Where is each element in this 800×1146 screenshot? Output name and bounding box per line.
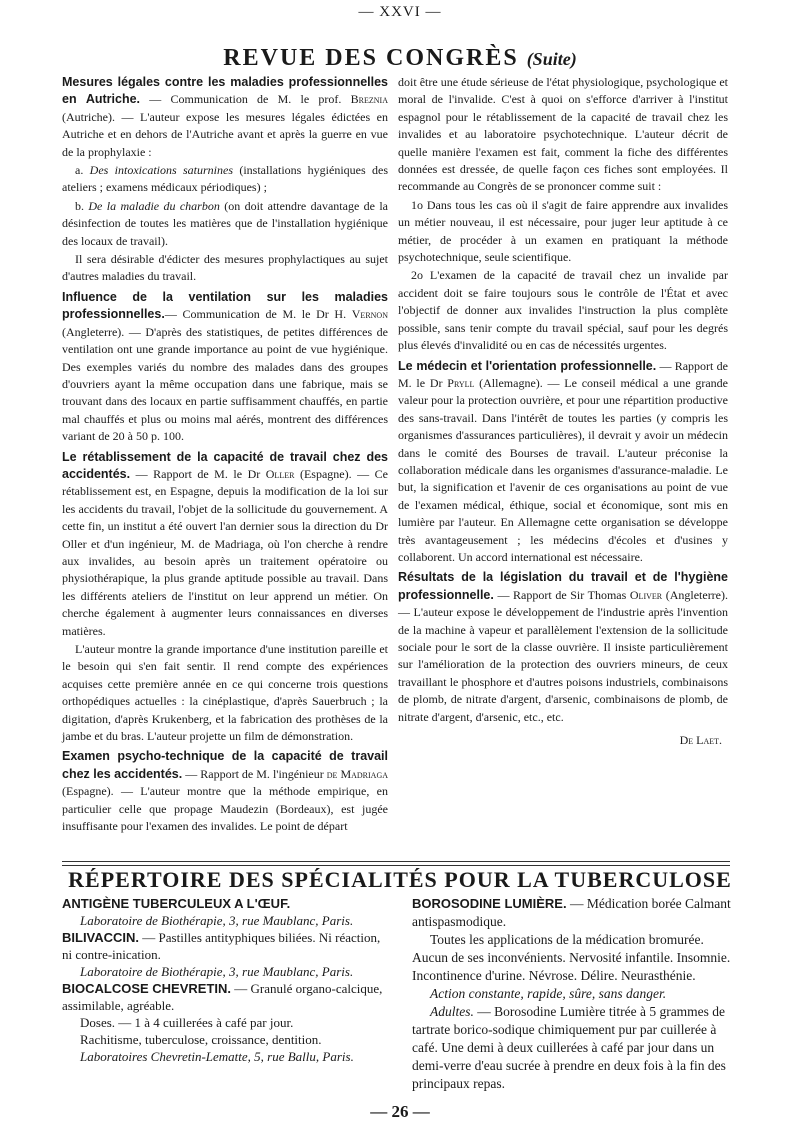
article-6-author: Oliver: [629, 587, 663, 602]
roman-page-number: — XXVI —: [358, 4, 442, 20]
recommendation-1: 1o Dans tous les cas où il s'agit de faire apprendre aux invalides un métier nouveau, il est nécessaire, pour juger leur aptitude à ce métier, de procéder à un examen en pratiquant la méthode psychotechnique, seule scientifique.: [398, 197, 728, 265]
bilivaccin-entry: [62, 929, 392, 963]
repertoire-left-column: [62, 895, 392, 1095]
biocalcose-heading: BIOCALCOSE CHEVRETIN.: [62, 981, 232, 996]
bilivaccin-heading: BILIVACCIN.: [62, 930, 140, 945]
article-1-item-a: [62, 162, 388, 197]
biocalcose-indications: Rachitisme, tuberculose, croissance, dentition.: [80, 1032, 322, 1047]
article-5-intro: — Rapport de M. le Dr: [398, 358, 728, 390]
borosodine-heading: BOROSODINE LUMIÈRE.: [412, 896, 567, 911]
page-number: — 26 —: [370, 1102, 430, 1121]
article-2-heading: Influence de la ventilation sur les maladies professionnelles.: [62, 289, 388, 322]
article-3: [62, 449, 388, 640]
article-5: [398, 358, 728, 567]
right-column: [398, 74, 728, 840]
biocalcose-entry: [62, 980, 392, 1014]
article-3-text: (Espagne). — Ce rétablissement est, en Espagne, depuis la modification de la loi sur les accidents du travail, l'objet de la sollicitude du gouvernement. A cette fin, un institut a été ouvert l'an dernier sous la direction du Dr Oller et d'un ingénieur, M. de Madriaga, où l'on cherche à rendre aux invalides, au besoin après un traitement opératoire ou physiothérapique, la plus grande aptitude possible au travail. Dans les différents ateliers de l'institut on leur apprend un métier. On cherche également à augmenter leurs connaissances en diverses matières.: [62, 466, 388, 638]
article-4-author: de Madriaga: [326, 766, 388, 781]
borosodine-adultes-text: — Borosodine Lumière titrée à 5 grammes de tartrate borico-sodique chimiquement pur par cuillerée à café. Une demi à deux cuillerées à café par jour dans un demi-verre d'eau sucrée à prendre en deux fois à la fin des principaux repas.: [412, 1004, 726, 1091]
article-4-intro: — Rapport de M. l'ingénieur: [182, 766, 327, 781]
item-b-italic: De la maladie du charbon: [88, 198, 220, 213]
repertoire-title: RÉPERTOIRE DES SPÉCIALITÉS POUR LA TUBERCULOSE: [68, 867, 732, 892]
bilivaccin-laboratory: Laboratoire de Biothérapie, 3, rue Maublanc, Paris.: [80, 964, 354, 979]
article-4: [62, 748, 388, 835]
recommendation-2: 2o L'examen de la capacité de travail chez un invalide par accident doit se faire toujours sous le contrôle de l'État et avec l'objectif de donner aux invalides l'instruction la plus complète possible, sans tenir compte du travail spécial, sauf pour les degrés plus élevés d'invalidité ou en cas de nécessités urgentes.: [398, 268, 728, 353]
article-1-intro: — Communication de M. le prof.: [140, 92, 351, 107]
article-3-intro: — Rapport de M. le Dr: [130, 466, 266, 481]
article-5-heading: Le médecin et l'orientation professionnelle.: [398, 358, 657, 373]
section-title: [0, 44, 800, 73]
article-5-text: (Allemagne). — Le conseil médical a une grande valeur pour la protection ouvrière, et pour une répartition productive des sans-travail. Dans l'intérêt de toutes les parties (y compris les organismes d'assurances particulières), il devrait y avoir un médecin dans le comité des Bourses de travail. L'auteur préconise la collaboration médicale dans les organismes d'assurance-maladie. Le but, la signification et l'avenir de ces organisations au point de vue de l'examen médical, éthique, social et économique, sont mis en lumière par l'auteur. En Allemagne cette organisation se développe très avantageusement ; les médecins d'écoles et d'usines y collaborent. Un accord international est nécessaire.: [398, 375, 728, 564]
article-6-text: (Angleterre). — L'auteur expose le développement de l'industrie après l'invention de la machine à vapeur et parallèlement l'extension de la sollicitude sociale pour le sort de la classe ouvrière. Il insiste particulièrement sur l'amélioration de la protection des ouvriers mineurs, de ceux travaillant le phosphore et d'autres poisons industriels, combinaisons de plomb, de nitrate d'argent, d'arsenic, combinaisons de plomb, de nitrate d'argent, d'arsenic, etc., etc.: [398, 587, 729, 724]
section-subtitle: (Suite): [526, 49, 577, 69]
article-1-heading: Mesures légales contre les maladies professionnelles en Autriche.: [62, 75, 388, 107]
bilivaccin-text: — Pastilles antityphiques biliées. Ni réaction, ni contre-inication.: [62, 930, 381, 962]
article-2: [62, 289, 388, 446]
biocalcose-text: — Granulé organo-calcique, assimilable, agréable.: [62, 981, 383, 1013]
author-signature: De Laet.: [679, 733, 722, 748]
article-4-text: (Espagne). — L'auteur montre que la méthode empirique, en particulier celle que propage Maudezin (Bordeaux), est jugée insuffisante pour l'examen des invalides. Le point de départ: [62, 784, 388, 834]
borosodine-applications: Toutes les applications de la médication bromurée. Aucun de ses inconvénients. Nervosité infantile. Insomnie. Incontinence d'urine. Névrose. Délire. Neurasthénie.: [412, 932, 731, 983]
article-1: [62, 74, 388, 161]
item-a-text: (installations hygiéniques des ateliers ; examens médicaux périodiques) ;: [62, 163, 389, 195]
item-b-text: (on doit attendre davantage de la désinfection de toutes les matières que de l'installation hygiénique des locaux de travail).: [62, 198, 388, 248]
article-4-heading: Examen psycho-technique de la capacité de travail chez les accidentés.: [62, 749, 388, 781]
article-6-intro: — Rapport de Sir Thomas: [493, 587, 630, 602]
antigene-heading: ANTIGÈNE TUBERCULEUX A L'ŒUF.: [62, 896, 291, 911]
article-1-author: Breznia: [350, 92, 388, 107]
borosodine-dosage: [412, 1003, 740, 1093]
antigene-laboratory: Laboratoire de Biothérapie, 3, rue Maublanc, Paris.: [80, 913, 354, 928]
article-2-intro: — Communication de M. le Dr H.: [164, 307, 352, 322]
article-1-text: (Autriche). — L'auteur expose les mesures légales édictées en Autriche et en dehors de l'Autriche avant et après la guerre en vue de la prophylaxie :: [62, 109, 388, 159]
article-2-text: (Angleterre). — D'après des statistiques, de petites différences de ventilation ont une grande importance au point de vue hygiénique. Des exemples variés du nombre des malades dans des groupes d'ouvriers ayant la même occupation dans une fabrique, mais se trouvant dans des locaux en partie suffisamment chauffés, en partie mal chauffés et plus ou moins mal aérés, montrent des différences variant de 20 à 50 p. 100.: [62, 324, 388, 444]
section-divider-top: [62, 861, 730, 862]
borosodine-adultes-label: Adultes.: [430, 1004, 474, 1019]
article-5-author: Pryll: [447, 375, 475, 390]
borosodine-entry: [412, 895, 740, 931]
article-1-conclusion: Il sera désirable d'édicter des mesures prophylactiques au sujet d'autres maladies du travail.: [62, 252, 388, 284]
article-2-author: Vernon: [351, 307, 388, 322]
borosodine-action: Action constante, rapide, sûre, sans danger.: [430, 986, 667, 1001]
left-column: [62, 74, 388, 840]
article-3-heading: Le rétablissement de la capacité de travail chez des accidentés.: [62, 449, 388, 481]
article-1-item-b: [62, 198, 388, 250]
borosodine-text: — Médication borée Calmant antispasmodique.: [412, 896, 731, 929]
biocalcose-laboratory: Laboratoires Chevretin-Lematte, 5, rue Ballu, Paris.: [80, 1049, 354, 1064]
article-3-author: Oller: [265, 466, 295, 481]
item-a-italic: Des intoxications saturnines: [89, 163, 234, 178]
item-b-label: b.: [75, 198, 89, 213]
item-a-label: a.: [75, 163, 90, 178]
article-6: [398, 569, 728, 726]
section-title-text: REVUE DES CONGRÈS: [223, 45, 519, 71]
article-6-heading: Résultats de la législation du travail et de l'hygiène professionnelle.: [398, 570, 728, 602]
article-3-second-paragraph: L'auteur montre la grande importance d'une institution pareille et le besoin qui s'en fait sentir. Il rend compte des expériences acquises cette première année en ce qui concerne trois questions orthopédiques actuelles : la cinéplastique, d'après Sauerbruch ; la digitation, d'après Krukenberg, et la fabrication des prothèses de la jambe et du bras. L'auteur projette un film de démonstration.: [62, 642, 388, 744]
article-4-continuation: doit être une étude sérieuse de l'état physiologique, psychologique et moral de l'invalide. C'est à quoi on s'efforce d'arriver à l'institut espagnol pour le rétablissement de la capacité de travail chez les invalides et au laboratoire psychotechnique. L'auteur décrit de quelle manière l'examen est fait, comment la fiche des différentes données est dressée, de quelle façon ces fiches sont employées. Il recommande au Congrès de se prononcer comme suit :: [398, 75, 728, 194]
biocalcose-doses: Doses. — 1 à 4 cuillerées à café par jour.: [80, 1015, 294, 1030]
repertoire-right-column: [412, 895, 740, 1095]
